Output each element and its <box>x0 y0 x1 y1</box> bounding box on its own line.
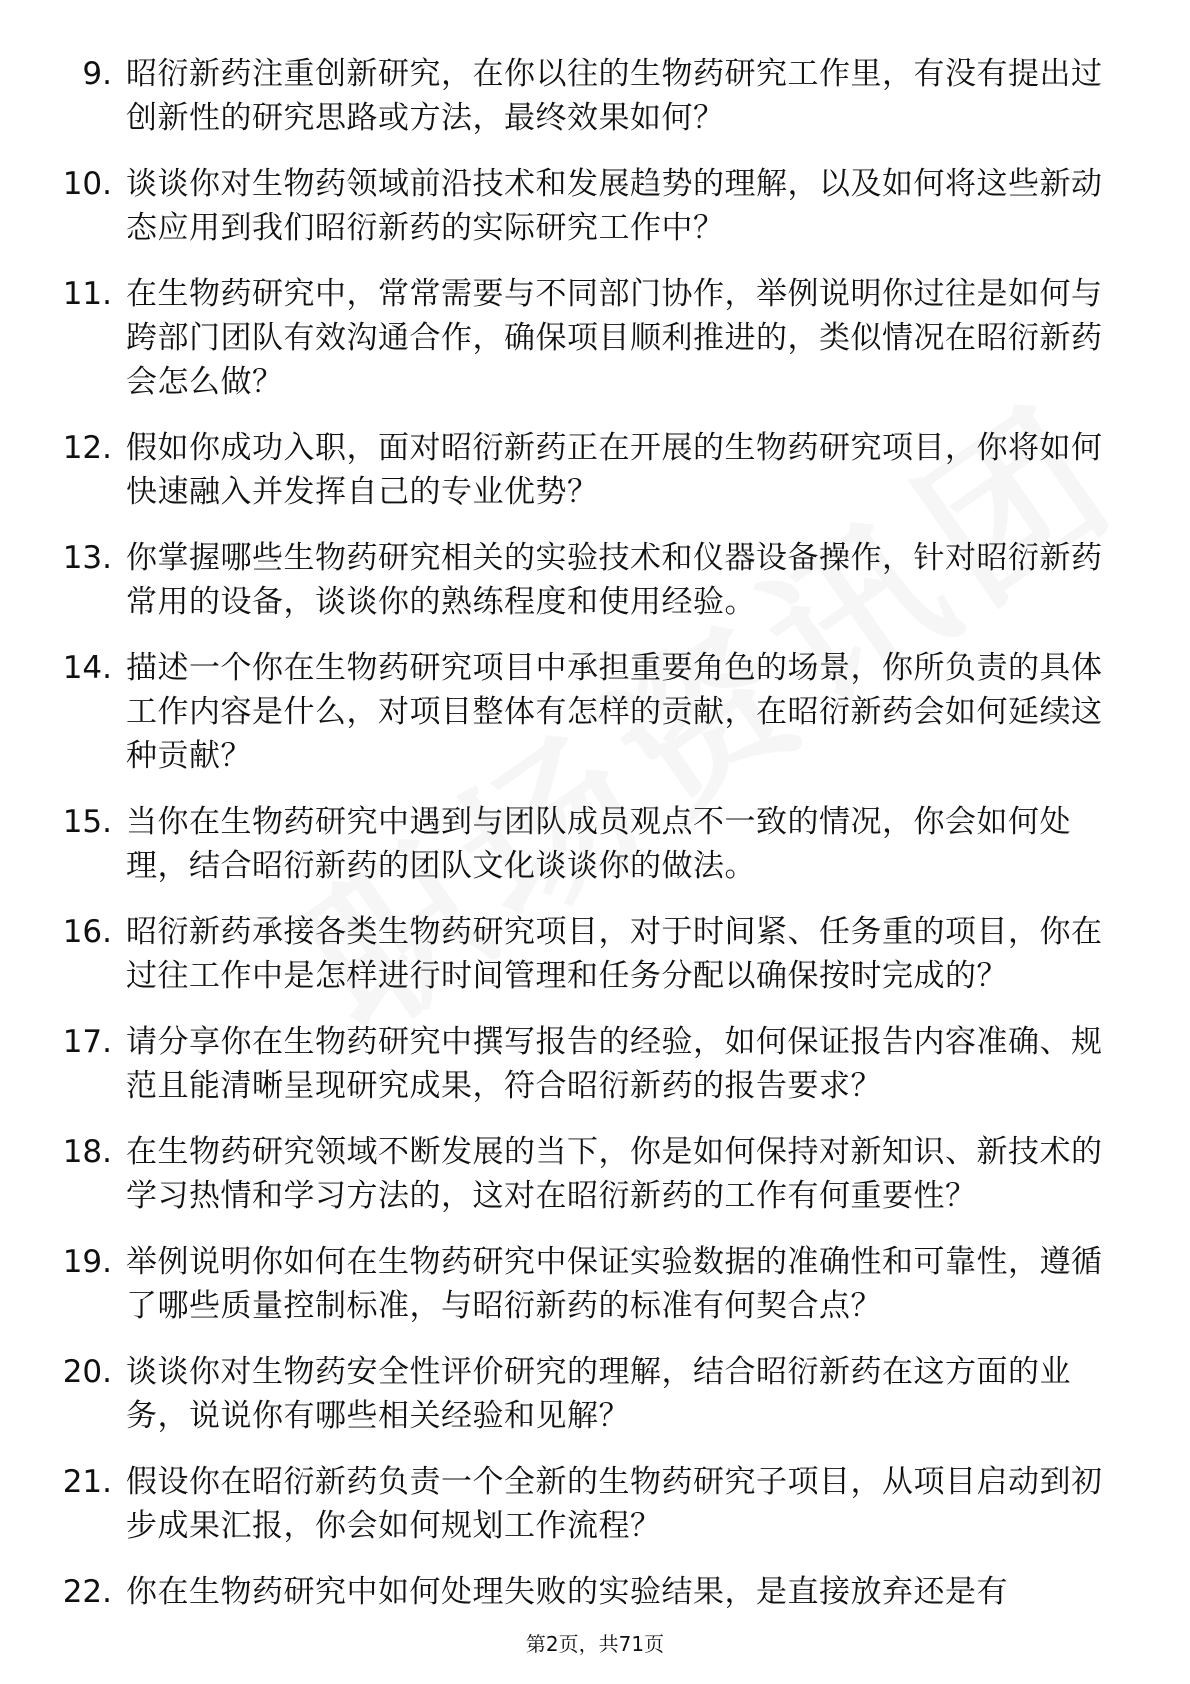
question-number: 19. <box>62 1244 112 1280</box>
question-text: 假设你在昭衍新药负责一个全新的生物药研究子项目，从项目启动到初步成果汇报，你会如何规划工作流程？ <box>126 1464 1103 1544</box>
list-item <box>62 1570 1122 1614</box>
list-item <box>62 1130 1122 1218</box>
question-text: 在生物药研究领域不断发展的当下，你是如何保持对新知识、新技术的学习热情和学习方法的，这对在昭衍新药的工作有何重要性？ <box>126 1134 1103 1214</box>
list-item <box>62 536 1122 624</box>
question-text: 假如你成功入职，面对昭衍新药正在开展的生物药研究项目，你将如何快速融入并发挥自己的专业优势？ <box>126 430 1103 510</box>
page-number-footer: 第2页，共71页 <box>525 1632 665 1656</box>
question-number: 14. <box>62 650 112 686</box>
question-number: 11. <box>62 276 112 312</box>
question-text: 谈谈你对生物药安全性评价研究的理解，结合昭衍新药在这方面的业务，说说你有哪些相关经验和见解？ <box>126 1354 1071 1434</box>
question-number: 15. <box>62 804 112 840</box>
list-item <box>62 162 1122 250</box>
question-number: 17. <box>62 1024 112 1060</box>
question-list <box>62 52 1122 1636</box>
question-text: 昭衍新药注重创新研究，在你以往的生物药研究工作里，有没有提出过创新性的研究思路或方法，最终效果如何？ <box>126 56 1103 136</box>
question-text: 你掌握哪些生物药研究相关的实验技术和仪器设备操作，针对昭衍新药常用的设备，谈谈你的熟练程度和使用经验。 <box>126 540 1103 620</box>
list-item <box>62 1460 1122 1548</box>
question-text: 在生物药研究中，常常需要与不同部门协作，举例说明你过往是如何与跨部门团队有效沟通合作，确保项目顺利推进的，类似情况在昭衍新药会怎么做？ <box>126 276 1103 400</box>
question-number: 9. <box>82 56 112 92</box>
list-item <box>62 52 1122 140</box>
question-text: 举例说明你如何在生物药研究中保证实验数据的准确性和可靠性，遵循了哪些质量控制标准，与昭衍新药的标准有何契合点？ <box>126 1244 1103 1324</box>
list-item <box>62 1240 1122 1328</box>
question-number: 10. <box>62 166 112 202</box>
question-number: 16. <box>62 914 112 950</box>
question-text: 昭衍新药承接各类生物药研究项目，对于时间紧、任务重的项目，你在过往工作中是怎样进行时间管理和任务分配以确保按时完成的？ <box>126 914 1103 994</box>
list-item <box>62 426 1122 514</box>
question-number: 21. <box>62 1464 112 1500</box>
question-text: 请分享你在生物药研究中撰写报告的经验，如何保证报告内容准确、规范且能清晰呈现研究成果，符合昭衍新药的报告要求？ <box>126 1024 1103 1104</box>
list-item <box>62 646 1122 778</box>
list-item <box>62 1020 1122 1108</box>
list-item <box>62 1350 1122 1438</box>
list-item <box>62 910 1122 998</box>
question-number: 22. <box>62 1574 112 1610</box>
list-item <box>62 272 1122 404</box>
question-text: 描述一个你在生物药研究项目中承担重要角色的场景，你所负责的具体工作内容是什么，对项目整体有怎样的贡献，在昭衍新药会如何延续这种贡献？ <box>126 650 1103 774</box>
question-text: 谈谈你对生物药领域前沿技术和发展趋势的理解，以及如何将这些新动态应用到我们昭衍新药的实际研究工作中？ <box>126 166 1103 246</box>
question-text: 当你在生物药研究中遇到与团队成员观点不一致的情况，你会如何处理，结合昭衍新药的团队文化谈谈你的做法。 <box>126 804 1071 884</box>
question-number: 18. <box>62 1134 112 1170</box>
question-number: 12. <box>62 430 112 466</box>
question-number: 20. <box>62 1354 112 1390</box>
list-item <box>62 800 1122 888</box>
question-text: 你在生物药研究中如何处理失败的实验结果，是直接放弃还是有 <box>126 1574 1008 1610</box>
question-number: 13. <box>62 540 112 576</box>
